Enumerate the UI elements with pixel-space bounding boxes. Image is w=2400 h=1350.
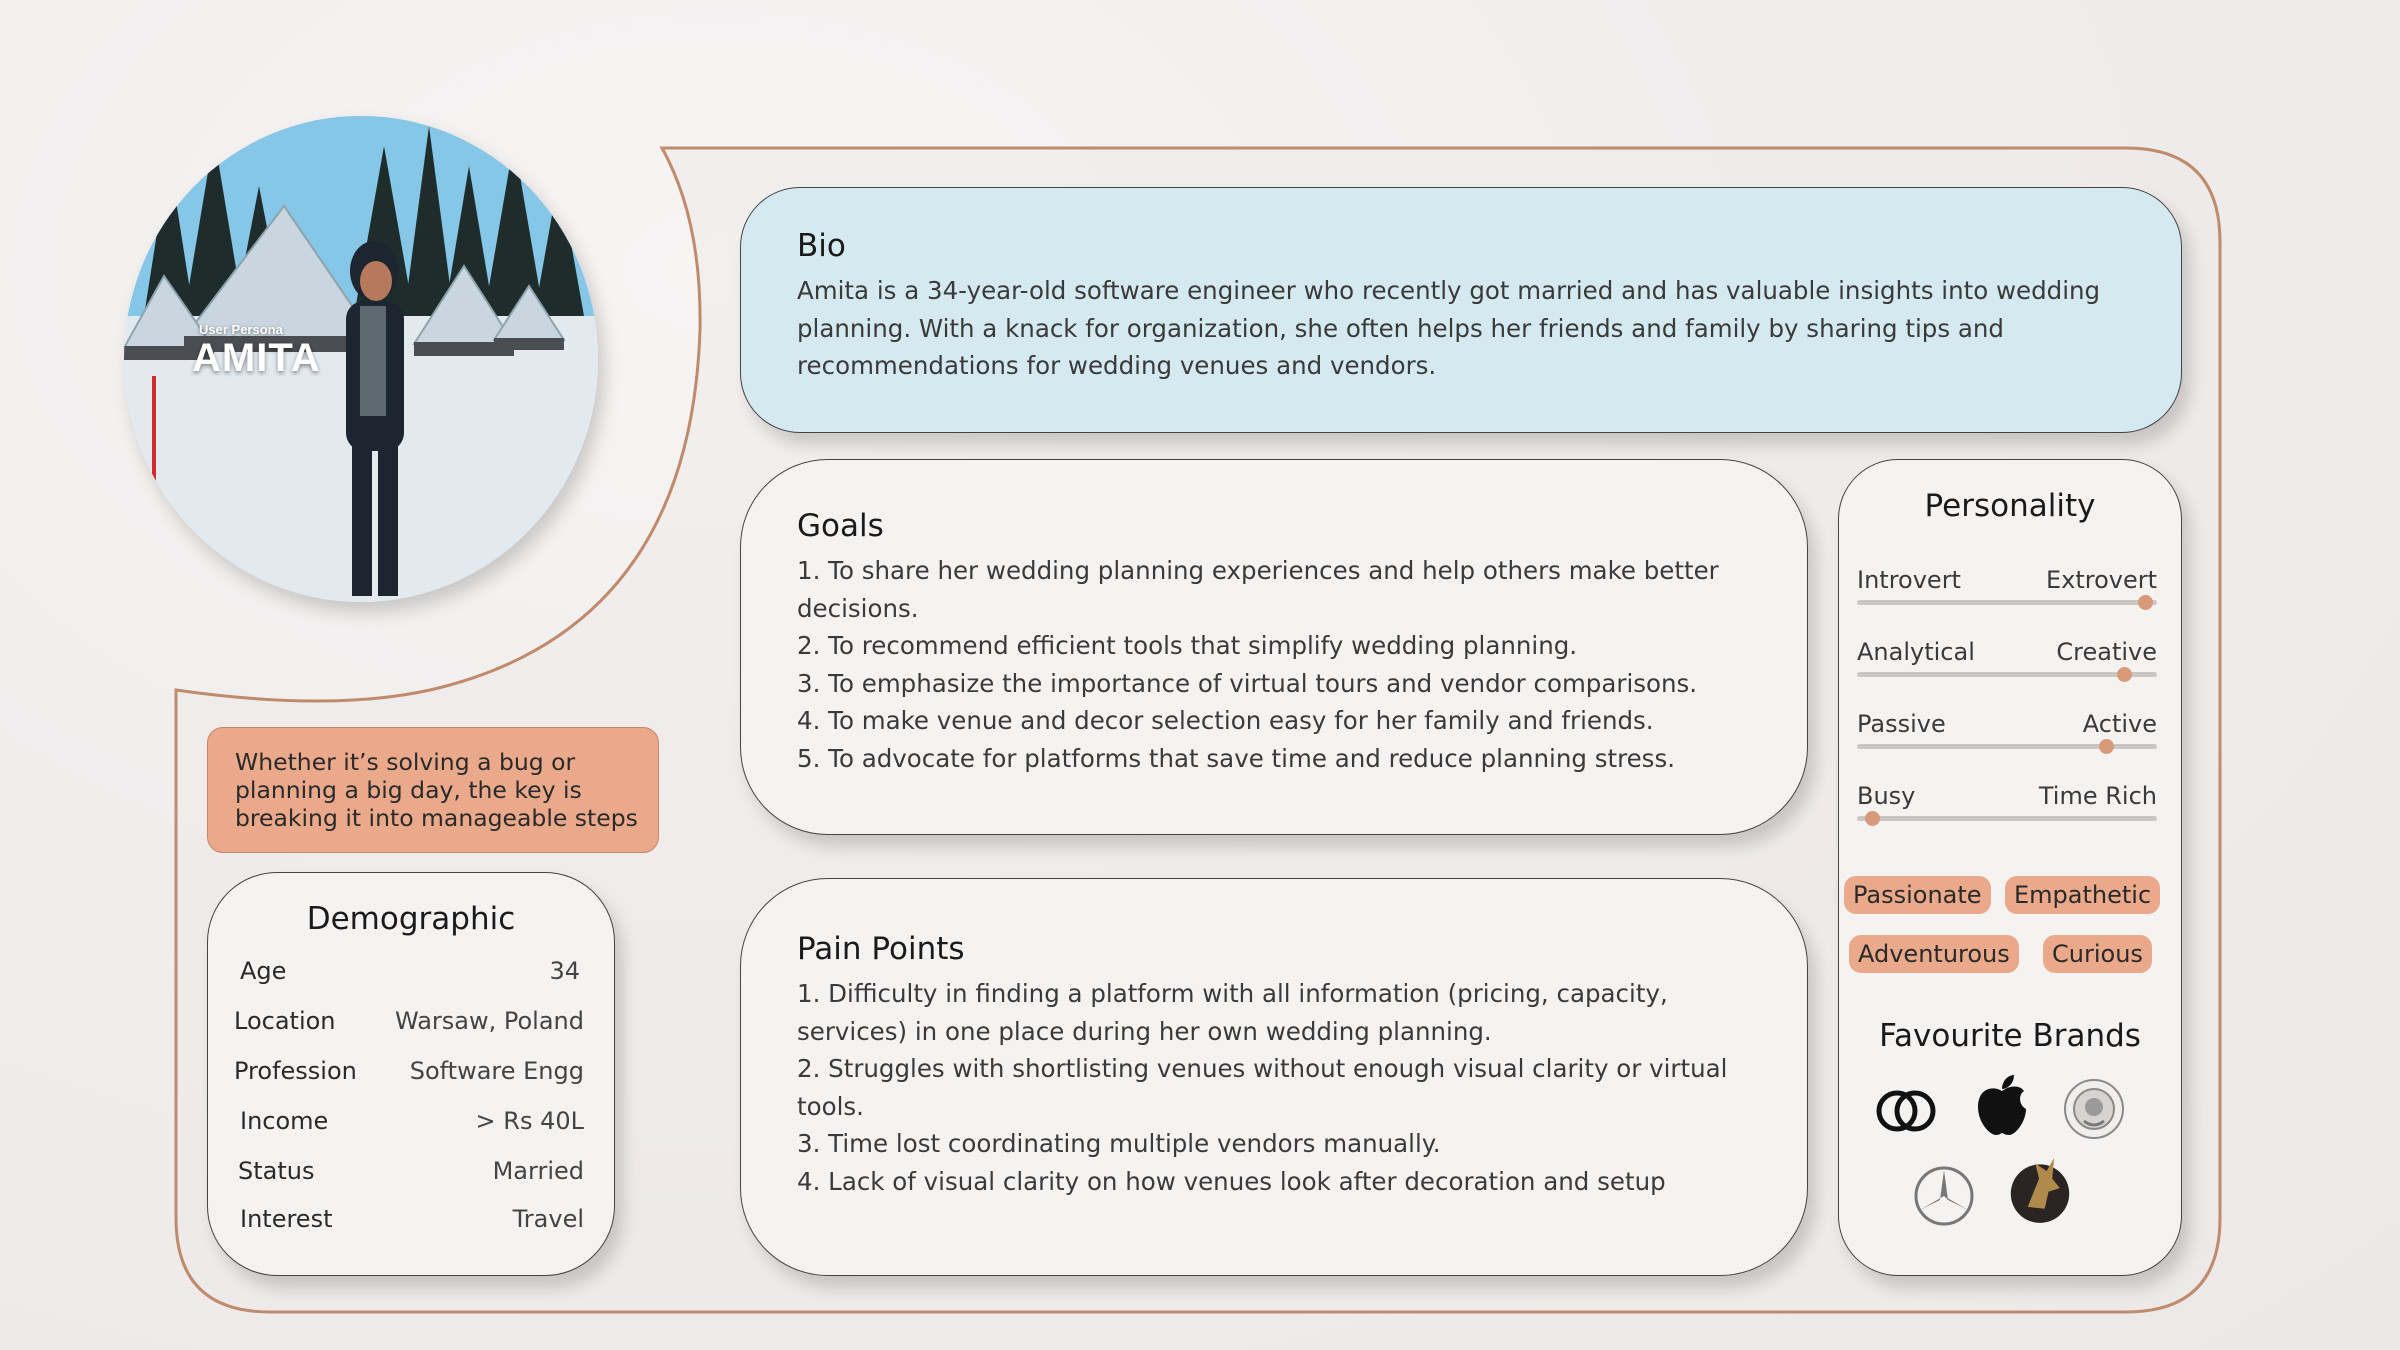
- slider-knob: [2117, 667, 2132, 682]
- slider-track: [1857, 816, 2157, 821]
- pain-points-title: Pain Points: [797, 931, 965, 967]
- user-persona-label: User Persona: [199, 322, 283, 337]
- versace-logo-icon: [2061, 1076, 2127, 1142]
- demographic-label: Status: [238, 1157, 315, 1185]
- slider-right-label: Creative: [2056, 638, 2157, 666]
- slider-left-label: Busy: [1857, 782, 1916, 810]
- persona-quote: Whether it’s solving a bug or planning a big day, the key is breaking it into manageable steps: [207, 727, 659, 853]
- slider-left-label: Passive: [1857, 710, 1946, 738]
- pain-point-item: 3. Time lost coordinating multiple vendors manually.: [797, 1129, 1441, 1158]
- demographic-row-location: [234, 1007, 584, 1035]
- pain-point-item: 1. Difficulty in finding a platform with all information (pricing, capacity, services) in one place during her own wedding planning.: [797, 979, 1668, 1046]
- bio-card: [740, 187, 2182, 433]
- pain-point-item: 4. Lack of visual clarity on how venues look after decoration and setup: [797, 1166, 1666, 1196]
- goal-item: 1. To share her wedding planning experiences and help others make better decisions.: [797, 556, 1719, 623]
- goal-item: 3. To emphasize the importance of virtual tours and vendor comparisons.: [797, 668, 1698, 698]
- personality-slider-introvert-extrovert: [1857, 566, 2157, 605]
- personality-card: [1838, 459, 2182, 1276]
- demographic-label: Location: [234, 1007, 336, 1035]
- personality-title: Personality: [1924, 488, 2096, 524]
- trait-tag-empathetic: Empathetic: [2005, 876, 2160, 914]
- slider-right-label: Extrovert: [2045, 566, 2157, 594]
- personality-slider-analytical-creative: [1857, 638, 2157, 677]
- bio-text: Amita is a 34-year-old software engineer who recently got married and has valuable insights into wedding planning. With a knack for organization, she often helps her friends and family by sharing tips and recommendations for wedding venues and vendors.: [797, 276, 2101, 380]
- slider-knob: [2138, 595, 2153, 610]
- pain-points-card: [740, 878, 1808, 1276]
- demographic-label: Income: [240, 1107, 329, 1135]
- trait-tag-passionate: Passionate: [1844, 876, 1991, 914]
- demographic-label: Interest: [240, 1205, 333, 1233]
- demographic-row-profession: [234, 1057, 584, 1085]
- pain-points-list: [797, 975, 1777, 1200]
- goal-item: 5. To advocate for platforms that save time and reduce planning stress.: [797, 743, 1675, 773]
- slider-knob: [2099, 739, 2114, 754]
- demographic-value: Travel: [512, 1205, 584, 1233]
- persona-photo: [124, 116, 598, 602]
- slider-right-label: Time Rich: [2038, 782, 2157, 810]
- pain-point-item: 2. Struggles with shortlisting venues without enough visual clarity or virtual tools.: [797, 1054, 1728, 1121]
- favourite-brands-title: Favourite Brands: [1879, 1018, 2141, 1054]
- goals-title: Goals: [797, 508, 884, 544]
- trait-tag-adventurous: Adventurous: [1849, 935, 2019, 973]
- demographic-value: Married: [492, 1157, 584, 1185]
- mercedes-logo-icon: [1911, 1163, 1977, 1229]
- demographic-row-age: [234, 957, 584, 985]
- slider-track: [1857, 744, 2157, 749]
- goal-item: 2. To recommend efficient tools that simplify wedding planning.: [797, 631, 1578, 660]
- slider-left-label: Analytical: [1857, 638, 1975, 666]
- slider-knob: [1865, 811, 1880, 826]
- persona-name: AMITA: [192, 336, 321, 380]
- personality-slider-busy-time-rich: [1857, 782, 2157, 821]
- demographic-value: 34: [549, 957, 580, 985]
- goals-list: [797, 552, 1777, 777]
- slider-track: [1857, 600, 2157, 605]
- demographic-title: Demographic: [306, 901, 516, 937]
- gucci-logo-icon: [1873, 1078, 1939, 1144]
- demographic-label: Age: [240, 957, 287, 985]
- apple-logo-icon: [1969, 1072, 2035, 1138]
- bio-title: Bio: [797, 228, 846, 264]
- slider-track: [1857, 672, 2157, 677]
- slider-right-label: Active: [2082, 710, 2157, 738]
- demographic-row-interest: [234, 1205, 584, 1233]
- demographic-row-income: [234, 1107, 584, 1135]
- demographic-row-status: [234, 1157, 584, 1185]
- goal-item: 4. To make venue and decor selection easy for her family and friends.: [797, 706, 1654, 735]
- personality-slider-passive-active: [1857, 710, 2157, 749]
- trait-tag-curious: Curious: [2043, 935, 2152, 973]
- demographic-value: Warsaw, Poland: [395, 1007, 584, 1035]
- demographic-label: Profession: [234, 1057, 357, 1085]
- demographic-value: Software Engg: [409, 1057, 584, 1085]
- slider-left-label: Introvert: [1857, 566, 1961, 594]
- goals-card: [740, 459, 1808, 835]
- demographic-value: > Rs 40L: [475, 1107, 584, 1135]
- demographic-card: [207, 872, 615, 1276]
- lamborghini-logo-icon: [2007, 1155, 2073, 1221]
